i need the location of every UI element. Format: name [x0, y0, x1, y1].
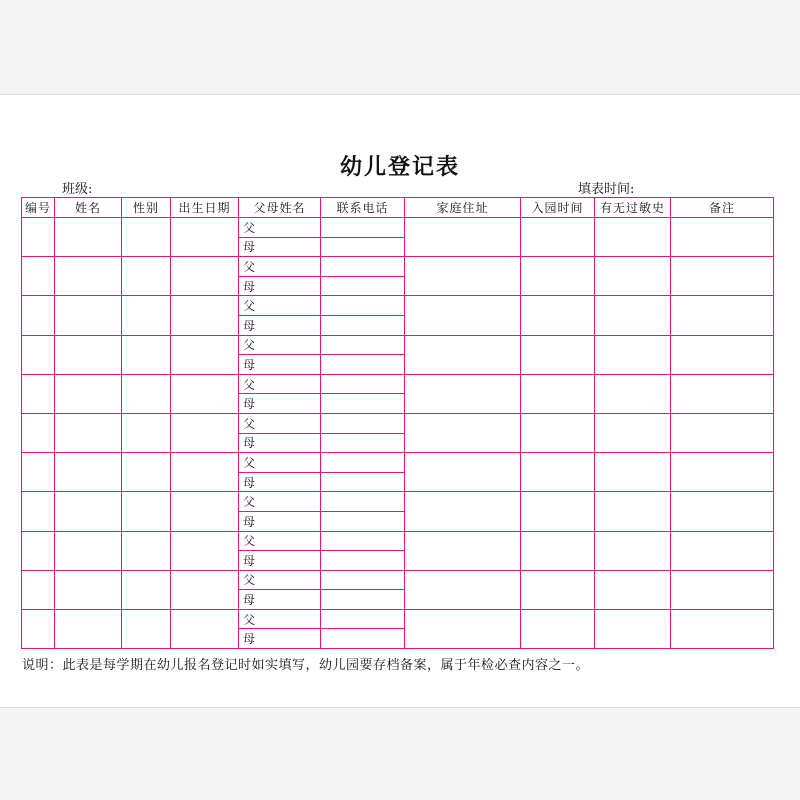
remarks-cell[interactable]	[671, 374, 774, 413]
mother-phone-cell[interactable]	[321, 433, 405, 453]
allergy-cell[interactable]	[595, 296, 671, 335]
child-name-cell[interactable]	[55, 257, 122, 296]
remarks-cell[interactable]	[671, 492, 774, 531]
address-cell[interactable]	[405, 609, 521, 648]
table-row	[22, 609, 774, 629]
mother-phone-cell[interactable]	[321, 629, 405, 649]
col-header-number: 编号	[22, 198, 55, 218]
father-phone-cell[interactable]	[321, 609, 405, 629]
allergy-cell[interactable]	[595, 257, 671, 296]
mother-phone-cell[interactable]	[321, 472, 405, 492]
remarks-cell[interactable]	[671, 413, 774, 452]
birthdate-cell[interactable]	[171, 257, 239, 296]
address-cell[interactable]	[405, 335, 521, 374]
allergy-cell[interactable]	[595, 413, 671, 452]
class-label: 班级:	[62, 182, 93, 197]
mother-name-cell[interactable]: 母	[239, 472, 321, 492]
mother-phone-cell[interactable]	[321, 590, 405, 610]
birthdate-cell[interactable]	[171, 492, 239, 531]
child-name-cell[interactable]	[55, 453, 122, 492]
form-note: 说明：此表是每学期在幼儿报名登记时如实填写，幼儿园要存档备案，属于年检必查内容之一。	[22, 658, 590, 673]
gender-cell[interactable]	[122, 570, 171, 609]
number-cell[interactable]	[22, 218, 55, 257]
table-body	[22, 218, 774, 649]
number-cell[interactable]	[22, 374, 55, 413]
col-header-phone: 联系电话	[321, 198, 405, 218]
col-header-allergy: 有无过敏史	[595, 198, 671, 218]
mother-name-cell[interactable]: 母	[239, 355, 321, 375]
enroll-date-cell[interactable]	[521, 609, 595, 648]
gender-cell[interactable]	[122, 335, 171, 374]
table-row	[22, 531, 774, 551]
mother-name-cell[interactable]: 母	[239, 629, 321, 649]
father-phone-cell[interactable]	[321, 570, 405, 590]
father-phone-cell[interactable]	[321, 413, 405, 433]
allergy-cell[interactable]	[595, 374, 671, 413]
father-phone-cell[interactable]	[321, 296, 405, 316]
table-row	[22, 257, 774, 277]
father-name-cell[interactable]: 父	[239, 296, 321, 316]
remarks-cell[interactable]	[671, 453, 774, 492]
mother-phone-cell[interactable]	[321, 551, 405, 571]
address-cell[interactable]	[405, 453, 521, 492]
birthdate-cell[interactable]	[171, 296, 239, 335]
address-cell[interactable]	[405, 296, 521, 335]
enroll-date-cell[interactable]	[521, 218, 595, 257]
enroll-date-cell[interactable]	[521, 374, 595, 413]
col-header-remarks: 备注	[671, 198, 774, 218]
father-phone-cell[interactable]	[321, 218, 405, 238]
father-name-cell[interactable]: 父	[239, 531, 321, 551]
address-cell[interactable]	[405, 492, 521, 531]
col-header-birthdate: 出生日期	[171, 198, 239, 218]
child-name-cell[interactable]	[55, 374, 122, 413]
remarks-cell[interactable]	[671, 570, 774, 609]
mother-name-cell[interactable]: 母	[239, 551, 321, 571]
birthdate-cell[interactable]	[171, 335, 239, 374]
col-header-name: 姓名	[55, 198, 122, 218]
number-cell[interactable]	[22, 335, 55, 374]
mother-name-cell[interactable]: 母	[239, 433, 321, 453]
gender-cell[interactable]	[122, 453, 171, 492]
allergy-cell[interactable]	[595, 335, 671, 374]
table-row	[22, 335, 774, 355]
number-cell[interactable]	[22, 413, 55, 452]
col-header-enroll-date: 入园时间	[521, 198, 595, 218]
child-name-cell[interactable]	[55, 570, 122, 609]
gender-cell[interactable]	[122, 296, 171, 335]
table-row	[22, 570, 774, 590]
remarks-cell[interactable]	[671, 296, 774, 335]
child-name-cell[interactable]	[55, 413, 122, 452]
number-cell[interactable]	[22, 609, 55, 648]
birthdate-cell[interactable]	[171, 413, 239, 452]
enroll-date-cell[interactable]	[521, 335, 595, 374]
table-row	[22, 492, 774, 512]
enroll-date-cell[interactable]	[521, 296, 595, 335]
father-name-cell[interactable]: 父	[239, 335, 321, 355]
birthdate-cell[interactable]	[171, 570, 239, 609]
table-row	[22, 453, 774, 473]
allergy-cell[interactable]	[595, 531, 671, 570]
allergy-cell[interactable]	[595, 609, 671, 648]
gender-cell[interactable]	[122, 374, 171, 413]
allergy-cell[interactable]	[595, 453, 671, 492]
table-row	[22, 296, 774, 316]
child-name-cell[interactable]	[55, 492, 122, 531]
gender-cell[interactable]	[122, 609, 171, 648]
address-cell[interactable]	[405, 257, 521, 296]
remarks-cell[interactable]	[671, 531, 774, 570]
col-header-address: 家庭住址	[405, 198, 521, 218]
father-phone-cell[interactable]	[321, 335, 405, 355]
mother-phone-cell[interactable]	[321, 315, 405, 335]
remarks-cell[interactable]	[671, 218, 774, 257]
number-cell[interactable]	[22, 531, 55, 570]
number-cell[interactable]	[22, 453, 55, 492]
birthdate-cell[interactable]	[171, 374, 239, 413]
remarks-cell[interactable]	[671, 257, 774, 296]
enroll-date-cell[interactable]	[521, 257, 595, 296]
number-cell[interactable]	[22, 296, 55, 335]
header-row	[22, 198, 774, 218]
enroll-date-cell[interactable]	[521, 413, 595, 452]
father-phone-cell[interactable]	[321, 531, 405, 551]
mother-phone-cell[interactable]	[321, 511, 405, 531]
father-name-cell[interactable]: 父	[239, 453, 321, 473]
mother-name-cell[interactable]: 母	[239, 315, 321, 335]
remarks-cell[interactable]	[671, 335, 774, 374]
father-name-cell[interactable]: 父	[239, 492, 321, 512]
mother-phone-cell[interactable]	[321, 276, 405, 296]
table-row	[22, 374, 774, 394]
table-row	[22, 413, 774, 433]
mother-phone-cell[interactable]	[321, 394, 405, 414]
address-cell[interactable]	[405, 218, 521, 257]
col-header-gender: 性别	[122, 198, 171, 218]
birthdate-cell[interactable]	[171, 531, 239, 570]
birthdate-cell[interactable]	[171, 453, 239, 492]
remarks-cell[interactable]	[671, 609, 774, 648]
address-cell[interactable]	[405, 570, 521, 609]
father-name-cell[interactable]: 父	[239, 413, 321, 433]
father-phone-cell[interactable]	[321, 257, 405, 277]
gender-cell[interactable]	[122, 531, 171, 570]
allergy-cell[interactable]	[595, 492, 671, 531]
mother-phone-cell[interactable]	[321, 355, 405, 375]
child-name-cell[interactable]	[55, 296, 122, 335]
father-name-cell[interactable]: 父	[239, 609, 321, 629]
father-phone-cell[interactable]	[321, 492, 405, 512]
birthdate-cell[interactable]	[171, 609, 239, 648]
enroll-date-cell[interactable]	[521, 492, 595, 531]
mother-name-cell[interactable]: 母	[239, 237, 321, 257]
enroll-date-cell[interactable]	[521, 570, 595, 609]
number-cell[interactable]	[22, 257, 55, 296]
mother-name-cell[interactable]: 母	[239, 276, 321, 296]
gender-cell[interactable]	[122, 413, 171, 452]
mother-name-cell[interactable]: 母	[239, 590, 321, 610]
form-title: 幼儿登记表	[339, 154, 460, 180]
father-phone-cell[interactable]	[321, 453, 405, 473]
enroll-date-cell[interactable]	[521, 453, 595, 492]
allergy-cell[interactable]	[595, 570, 671, 609]
father-name-cell[interactable]: 父	[239, 374, 321, 394]
child-name-cell[interactable]	[55, 218, 122, 257]
child-name-cell[interactable]	[55, 609, 122, 648]
child-name-cell[interactable]	[55, 335, 122, 374]
mother-name-cell[interactable]: 母	[239, 394, 321, 414]
father-phone-cell[interactable]	[321, 374, 405, 394]
father-name-cell[interactable]: 父	[239, 218, 321, 238]
mother-phone-cell[interactable]	[321, 237, 405, 257]
table-row	[22, 218, 774, 238]
mother-name-cell[interactable]: 母	[239, 511, 321, 531]
father-name-cell[interactable]: 父	[239, 257, 321, 277]
gender-cell[interactable]	[122, 257, 171, 296]
address-cell[interactable]	[405, 374, 521, 413]
gender-cell[interactable]	[122, 218, 171, 257]
address-cell[interactable]	[405, 413, 521, 452]
fill-date-label: 填表时间:	[578, 182, 635, 197]
father-name-cell[interactable]: 父	[239, 570, 321, 590]
enroll-date-cell[interactable]	[521, 531, 595, 570]
address-cell[interactable]	[405, 531, 521, 570]
birthdate-cell[interactable]	[171, 218, 239, 257]
col-header-parent-names: 父母姓名	[239, 198, 321, 218]
allergy-cell[interactable]	[595, 218, 671, 257]
registration-table	[21, 197, 774, 649]
gender-cell[interactable]	[122, 492, 171, 531]
child-name-cell[interactable]	[55, 531, 122, 570]
number-cell[interactable]	[22, 570, 55, 609]
number-cell[interactable]	[22, 492, 55, 531]
